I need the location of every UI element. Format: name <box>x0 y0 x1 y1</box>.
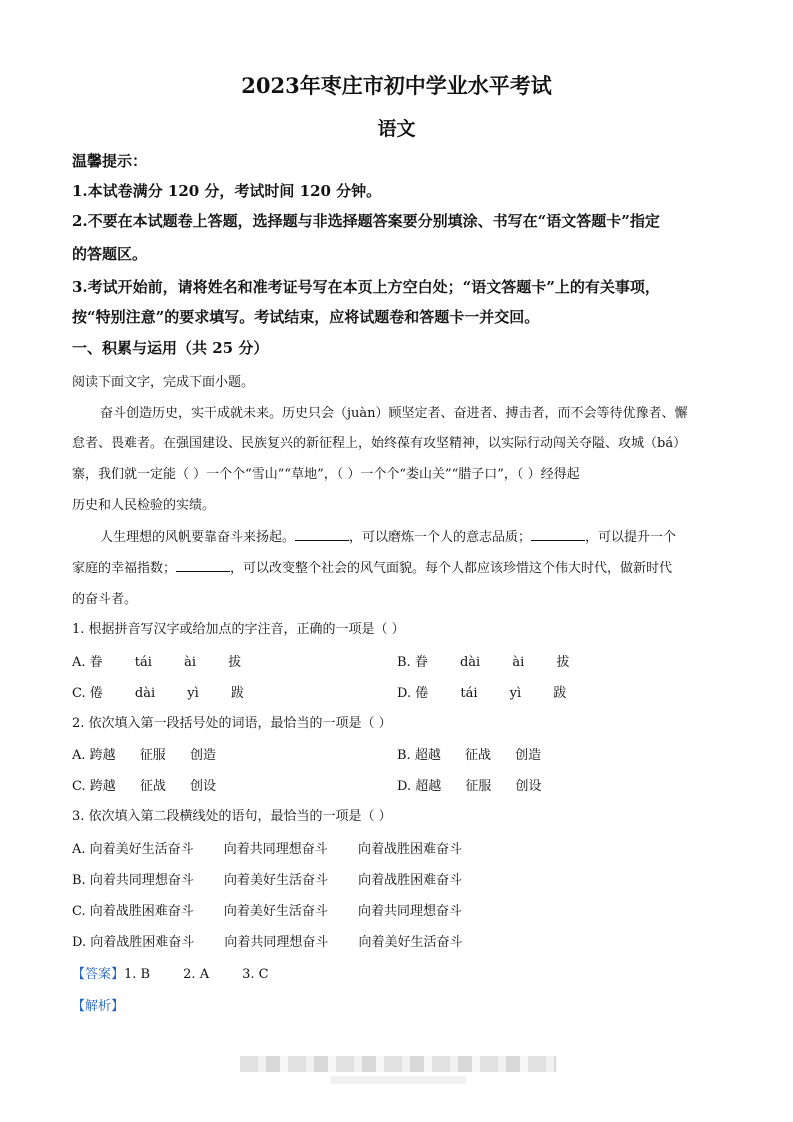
tip-1: 1.本试卷满分 120 分，考试时间 120 分钟。 <box>72 182 382 200</box>
option-part: 创设 <box>190 779 217 794</box>
q1-stem: 1. 根据拼音写汉字或给加点的字注音，正确的一项是（ ） <box>72 622 405 637</box>
passage-1-line-4: 历史和人民检验的实绩。 <box>72 498 216 513</box>
option-label: B. 向着共同理想奋斗 <box>72 873 194 888</box>
analysis-tag: 【解析】 <box>72 999 125 1014</box>
q2-stem: 2. 依次填入第一段括号处的词语，最恰当的一项是（ ） <box>72 716 392 731</box>
option-part: 创造 <box>515 748 542 763</box>
q1-option-d <box>397 682 566 701</box>
option-part: 创设 <box>515 779 542 794</box>
option-part: 向着美好生活奋斗 <box>358 935 463 950</box>
option-label: D. 超越 <box>397 779 442 794</box>
option-label: C. 向着战胜困难奋斗 <box>72 904 194 919</box>
option-part: 向着战胜困难奋斗 <box>358 873 463 888</box>
option-label: B. 超越 <box>397 748 441 763</box>
q1-option-a <box>72 651 241 670</box>
blank-3 <box>176 570 230 572</box>
option-part: 拔 <box>556 655 570 670</box>
answer-tag: 【答案】 <box>72 967 125 982</box>
tip-3-line-2: 按“特别注意”的要求填写。考试结束，应将试题卷和答题卡一并交回。 <box>72 308 540 326</box>
passage-1-line-3: 寨，我们就一定能（ ）一个个“雪山”“草地”，（ ）一个个“娄山关”“腊子口”，（ ）经得起 <box>72 467 580 482</box>
q2-option-b <box>397 744 541 763</box>
passage-2-text: 人生理想的风帆要靠奋斗来扬起。 <box>100 530 296 545</box>
q3-option-c <box>72 900 462 919</box>
option-part: 跋 <box>553 686 567 701</box>
answer-line <box>72 963 269 982</box>
option-part: ài <box>512 655 525 670</box>
tip-2-line-2: 的答题区。 <box>72 245 148 263</box>
option-part: tái <box>134 655 152 670</box>
option-part: ài <box>184 655 196 670</box>
option-part: 征战 <box>464 748 491 763</box>
option-part: 征服 <box>465 779 492 794</box>
passage-1-line-1: 奋斗创造历史，实干成就未来。历史只会（juàn）顾坚定者、奋进者、搏击者，而不会等待优豫者、懈 <box>100 406 688 421</box>
option-label: A. 向着美好生活奋斗 <box>72 842 194 857</box>
option-part: 向着共同理想奋斗 <box>224 935 329 950</box>
passage-2-line-3: 的奋斗者。 <box>72 592 138 607</box>
tip-3-line-1: 3.考试开始前，请将姓名和准考证号写在本页上方空白处；“语文答题卡”上的有关事项， <box>72 278 660 296</box>
passage-2-text: ，可以提升一个 <box>585 530 677 545</box>
tip-2-line-1: 2.不要在本试题卷上答题，选择题与非选择题答案要分别填涂、书写在“语文答题卡”指定 <box>72 212 660 230</box>
passage-2-line-2 <box>72 557 672 576</box>
option-part: 拔 <box>228 655 242 670</box>
option-part: 向着共同理想奋斗 <box>358 904 463 919</box>
q3-option-d <box>72 931 463 950</box>
option-part: 征服 <box>139 748 166 763</box>
answer-values: 1. B 2. A 3. C <box>124 967 269 982</box>
option-part: 征战 <box>139 779 166 794</box>
option-part: yì <box>509 686 522 701</box>
exam-title: 2023年枣庄市初中学业水平考试 <box>241 73 552 98</box>
section-heading: 一、积累与运用（共 25 分） <box>72 339 269 357</box>
passage-2-text: 家庭的幸福指数； <box>72 561 177 576</box>
option-label: B. 眷 <box>397 655 428 670</box>
q2-option-a <box>72 744 216 763</box>
option-part: dài <box>459 655 481 670</box>
option-label: C. 倦 <box>72 686 103 701</box>
option-part: tái <box>460 686 478 701</box>
q1-option-b <box>397 651 569 670</box>
option-label: D. 倦 <box>397 686 429 701</box>
option-part: 向着共同理想奋斗 <box>223 842 328 857</box>
option-label: A. 跨越 <box>72 748 116 763</box>
q2-option-c <box>72 775 216 794</box>
option-label: C. 跨越 <box>72 779 116 794</box>
option-part: yì <box>187 686 199 701</box>
option-part: 向着美好生活奋斗 <box>223 904 328 919</box>
q3-stem: 3. 依次填入第二段横线处的语句，最恰当的一项是（ ） <box>72 809 392 824</box>
tips-heading: 温馨提示： <box>72 152 148 170</box>
q3-option-a <box>72 838 462 857</box>
q2-option-d <box>397 775 542 794</box>
blank-2 <box>531 539 585 541</box>
option-part: 跋 <box>230 686 244 701</box>
watermark <box>240 1056 556 1072</box>
option-part: 创造 <box>189 748 216 763</box>
passage-2-text: ，可以改变整个社会的风气面貌。每个人都应该珍惜这个伟大时代，做新时代 <box>230 561 673 576</box>
option-part: dài <box>134 686 156 701</box>
blank-1 <box>295 539 349 541</box>
option-part: 向着战胜困难奋斗 <box>357 842 462 857</box>
reading-instruction: 阅读下面文字，完成下面小题。 <box>72 375 255 390</box>
option-part: 向着美好生活奋斗 <box>223 873 328 888</box>
passage-2-line-1 <box>100 526 676 545</box>
q1-option-c <box>72 682 244 701</box>
passage-1-line-2: 怠者、畏难者。在强国建设、民族复兴的新征程上，始终葆有攻坚精神，以实际行动闯关夺隘、攻城（bá） <box>72 436 687 451</box>
option-label: D. 向着战胜困难奋斗 <box>72 935 195 950</box>
subject-title: 语文 <box>377 118 416 140</box>
watermark-subline <box>330 1076 466 1084</box>
passage-2-text: ，可以磨炼一个人的意志品质； <box>349 530 532 545</box>
q3-option-b <box>72 869 462 888</box>
option-label: A. 眷 <box>72 655 103 670</box>
